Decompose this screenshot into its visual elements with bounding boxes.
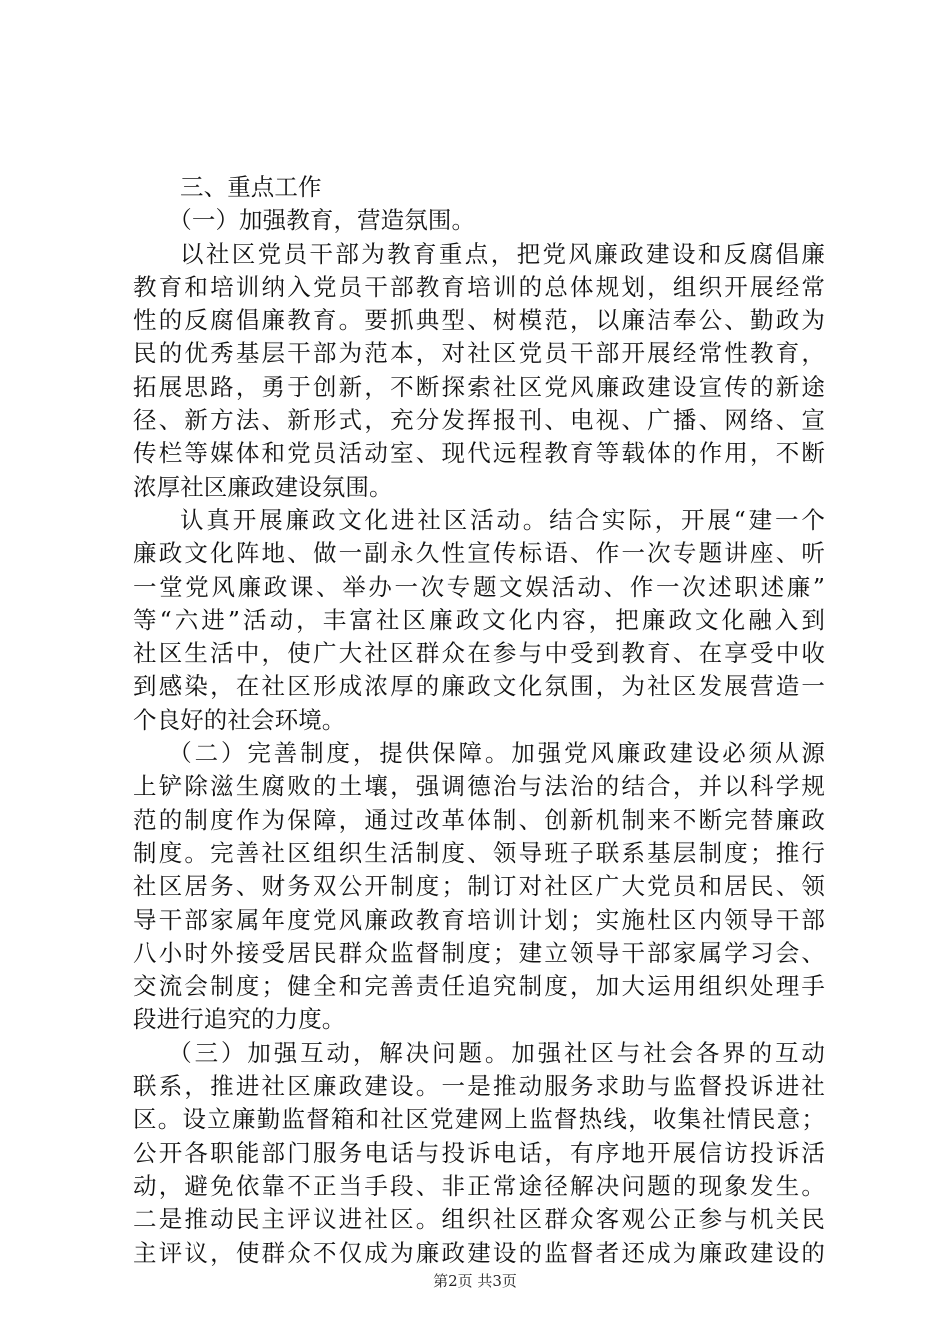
text-line: 制度。完善社区组织生活制度、领导班子联系基层制度；推行 bbox=[133, 838, 825, 867]
text-line: 社区居务、财务双公开制度；制订对社区广大党员和居民、领 bbox=[133, 872, 825, 901]
text-line: 认真开展廉政文化进社区活动。结合实际，开展“建一个 bbox=[180, 505, 825, 534]
text-line: 导干部家属年度党风廉政教育培训计划；实施杜区内领导干部 bbox=[133, 905, 825, 934]
text-line: 一堂党风廉政课、举办一次专题文娱活动、作一次述职述廉” bbox=[133, 572, 825, 601]
text-line: 联系，推进社区廉政建设。一是推动服务求助与监督投诉进社 bbox=[133, 1072, 825, 1101]
text-line: 八小时外接受居民群众监督制度；建立领导干部家属学习会、 bbox=[133, 938, 825, 967]
text-line: （一）加强教育，营造氛围。 bbox=[168, 206, 476, 235]
text-line: 社区生活中，使广大社区群众在参与中受到教育、在享受中收 bbox=[133, 639, 825, 668]
text-line: 等“六进”活动，丰富社区廉政文化内容，把廉政文化融入到 bbox=[133, 605, 825, 634]
text-line: 拓展思路，勇于创新，不断探索社区党风廉政建设宣传的新途 bbox=[133, 372, 825, 401]
text-line: 民的优秀基层干部为范本，对社区党员干部开展经常性教育， bbox=[133, 339, 825, 368]
text-line: （二）完善制度，提供保障。加强党风廉政建设必须从源 bbox=[168, 739, 825, 768]
text-line: 交流会制度；健全和完善责任追究制度，加大运用组织处理手 bbox=[133, 972, 825, 1001]
text-line: 径、新方法、新形式，充分发挥报刊、电视、广播、网络、宣 bbox=[133, 406, 825, 435]
text-line: 教育和培训纳入党员干部教育培训的总体规划，组织开展经常 bbox=[133, 272, 825, 301]
text-line: 主评议，使群众不仅成为廉政建设的监督者还成为廉政建设的 bbox=[133, 1238, 825, 1267]
text-line: 范的制度作为保障，通过改革体制、创新机制来不断完替廉政 bbox=[133, 805, 825, 834]
text-line: 廉政文化阵地、做一副永久性宣传标语、作一次专题讲座、听 bbox=[133, 539, 825, 568]
text-line: 传栏等媒体和党员活动室、现代远程教育等载体的作用，不断 bbox=[133, 439, 825, 468]
text-line: 区。设立廉勤监督箱和社区党建网上监督热线，收集社情民意； bbox=[133, 1105, 825, 1134]
document-body bbox=[133, 171, 825, 1270]
text-line: 二是推动民主评议进社区。组织社区群众客观公正参与机关民 bbox=[133, 1205, 825, 1234]
page-footer: 第2页 共3页 bbox=[433, 1272, 517, 1290]
text-line: 上铲除滋生腐败的土壤，强调德治与法治的结合，并以科学规 bbox=[133, 772, 825, 801]
text-line: 浓厚社区廉政建设氛围。 bbox=[133, 472, 393, 501]
text-line: （三）加强互动，解决问题。加强社区与社会各界的互动 bbox=[168, 1038, 825, 1067]
text-line: 个良好的社会环境。 bbox=[133, 705, 346, 734]
text-line: 以社区党员干部为教育重点，把党风廉政建设和反腐倡廉 bbox=[180, 239, 825, 268]
text-line: 性的反腐倡廉教育。要抓典型、树模范，以廉洁奉公、勤政为 bbox=[133, 306, 825, 335]
text-line: 三、重点工作 bbox=[180, 173, 322, 201]
text-line: 动，避免依靠不正当手段、非正常途径解决问题的现象发生。 bbox=[133, 1171, 825, 1200]
text-line: 公开各职能部门服务电话与投诉电话，有序地开展信访投诉活 bbox=[133, 1138, 825, 1167]
text-line: 段进行追究的力度。 bbox=[133, 1005, 346, 1034]
text-line: 到感染，在社区形成浓厚的廉政文化氛围，为社区发展营造一 bbox=[133, 672, 825, 701]
